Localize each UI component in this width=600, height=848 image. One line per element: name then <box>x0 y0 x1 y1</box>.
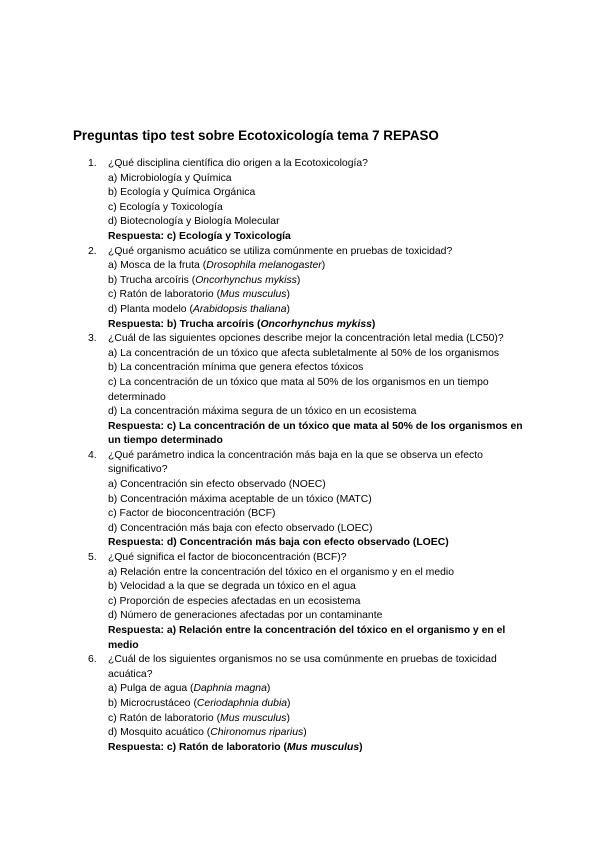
question-number: 1. <box>88 158 97 169</box>
question-number: 3. <box>88 333 97 345</box>
answer-option <box>108 376 528 405</box>
answer-option <box>108 493 528 508</box>
answer-option <box>108 274 528 289</box>
answer-option-suffix: ) <box>266 683 271 695</box>
scientific-name: Chironomus riparius <box>210 727 304 739</box>
answer-option <box>108 580 528 595</box>
answer-option-text: b) La concentración mínima que genera efectos tóxicos <box>108 362 364 374</box>
answer-option <box>108 288 528 303</box>
scientific-name: Daphnia magna <box>193 683 267 695</box>
answer-option-text: a) Concentración sin efecto observado (NOEC) <box>108 479 326 491</box>
correct-answer <box>108 420 528 449</box>
scientific-name: Oncorhynchus mykiss <box>260 318 372 330</box>
answer-option-text: d) Biotecnología y Biología Molecular <box>108 216 280 228</box>
answer-option-text: d) Número de generaciones afectadas por un contaminante <box>108 610 383 622</box>
question-number: 6. <box>88 654 97 666</box>
answer-option-text: a) Relación entre la concentración del tóxico en el organismo y en el medio <box>108 566 454 578</box>
question-number: 2. <box>88 245 97 257</box>
answer-option <box>108 697 528 712</box>
scientific-name: Mus musculus <box>286 741 360 753</box>
answer-option <box>108 172 528 187</box>
answer-option <box>108 259 528 274</box>
answer-option-text: c) Factor de bioconcentración (BCF) <box>108 508 276 520</box>
answer-option-text: a) Mosca de la fruta ( <box>108 260 207 272</box>
answer-option <box>108 522 528 537</box>
question-text: ¿Cuál de las siguientes opciones describe mejor la concentración letal media (LC50)? <box>108 333 504 345</box>
answer-option-suffix: ) <box>321 260 326 272</box>
answer-option-text: d) Planta modelo ( <box>108 303 193 315</box>
answer-option <box>108 186 528 201</box>
answer-option-text: c) Ecología y Toxicología <box>108 201 223 213</box>
answer-option-text: b) Ecología y Química Orgánica <box>108 187 256 199</box>
answer-option-text: d) Concentración más baja con efecto observado (LOEC) <box>108 522 373 534</box>
answer-option-suffix: ) <box>296 274 301 286</box>
scientific-name: Mus musculus <box>220 712 287 724</box>
correct-answer-text: Respuesta: c) Ratón de laboratorio ( <box>108 741 287 753</box>
question-list <box>88 157 528 755</box>
answer-option <box>108 347 528 362</box>
answer-option-text: b) Microcrustáceo ( <box>108 697 197 709</box>
correct-answer-text: Respuesta: b) Trucha arcoíris ( <box>108 318 261 330</box>
answer-option <box>108 215 528 230</box>
scientific-name: Oncorhynchus mykiss <box>195 274 297 286</box>
answer-option-text: a) La concentración de un tóxico que afecta subletalmente al 50% de los organismos <box>108 347 500 359</box>
answer-option <box>108 682 528 697</box>
answer-option <box>108 726 528 741</box>
question-item <box>88 653 528 755</box>
document-title: Preguntas tipo test sobre Ecotoxicología tema 7 REPASO <box>73 128 439 143</box>
answer-option-text: b) Concentración máxima aceptable de un tóxico (MATC) <box>108 493 372 505</box>
answer-option <box>108 303 528 318</box>
question-text: ¿Qué parámetro indica la concentración más baja en la que se observa un efecto significativo? <box>108 449 483 476</box>
correct-answer-suffix: ) <box>359 741 363 753</box>
answer-option <box>108 595 528 610</box>
answer-option-text: c) Ratón de laboratorio ( <box>108 712 221 724</box>
correct-answer <box>108 318 528 333</box>
answer-option-text: c) La concentración de un tóxico que mata al 50% de los organismos en un tiempo determinado <box>108 376 489 403</box>
correct-answer-text: Respuesta: d) Concentración más baja con efecto observado (LOEC) <box>108 537 449 549</box>
question-item <box>88 157 528 245</box>
question-number: 5. <box>88 552 97 564</box>
answer-option-suffix: ) <box>286 289 290 301</box>
answer-option <box>108 712 528 727</box>
correct-answer <box>108 536 528 551</box>
correct-answer-text: Respuesta: c) Ecología y Toxicología <box>108 230 291 242</box>
scientific-name: Ceriodaphnia dubia <box>196 697 288 709</box>
correct-answer-text: Respuesta: a) Relación entre la concentración del tóxico en el organismo y en el medio <box>108 625 506 651</box>
answer-option-suffix: ) <box>286 712 290 724</box>
answer-option <box>108 609 528 624</box>
answer-option-text: b) Velocidad a la que se degrada un tóxico en el agua <box>108 581 356 593</box>
correct-answer-suffix: ) <box>371 318 376 330</box>
question-text: ¿Qué organismo acuático se utiliza comúnmente en pruebas de toxicidad? <box>108 245 453 257</box>
question-text: ¿Cuál de los siguientes organismos no se usa comúnmente en pruebas de toxicidad acuática? <box>108 654 497 680</box>
question-item <box>88 332 528 449</box>
correct-answer <box>108 624 528 653</box>
answer-option <box>108 201 528 216</box>
answer-option-text: c) Ratón de laboratorio ( <box>108 289 221 301</box>
answer-option-text: a) Microbiología y Química <box>108 172 232 184</box>
question-item <box>88 449 528 551</box>
question-text: ¿Qué disciplina científica dio origen a la Ecotoxicología? <box>108 158 368 169</box>
question-number: 4. <box>88 449 97 461</box>
answer-option-text: a) Pulga de agua ( <box>108 683 194 695</box>
question-text: ¿Qué significa el factor de bioconcentración (BCF)? <box>108 552 347 564</box>
answer-option <box>108 405 528 420</box>
question-item <box>88 245 528 333</box>
answer-option-suffix: ) <box>303 727 307 739</box>
answer-option-suffix: ) <box>287 697 291 709</box>
scientific-name: Mus musculus <box>220 289 287 301</box>
correct-answer <box>108 230 528 245</box>
answer-option <box>108 478 528 493</box>
answer-option-text: b) Trucha arcoíris ( <box>108 274 196 286</box>
answer-option-text: d) Mosquito acuático ( <box>108 727 211 739</box>
correct-answer <box>108 741 528 756</box>
answer-option <box>108 566 528 581</box>
scientific-name: Arabidopsis thaliana <box>192 303 287 315</box>
answer-option-text: d) La concentración máxima segura de un tóxico en un ecosistema <box>108 406 417 418</box>
answer-option <box>108 507 528 522</box>
answer-option <box>108 361 528 376</box>
answer-option-text: c) Proporción de especies afectadas en un ecosistema <box>108 595 361 607</box>
scientific-name: Drosophila melanogaster <box>206 260 322 272</box>
question-item <box>88 551 528 653</box>
answer-option-suffix: ) <box>286 303 290 315</box>
correct-answer-text: Respuesta: c) La concentración de un tóxico que mata al 50% de los organismos en un tiempo determinado <box>108 420 523 447</box>
